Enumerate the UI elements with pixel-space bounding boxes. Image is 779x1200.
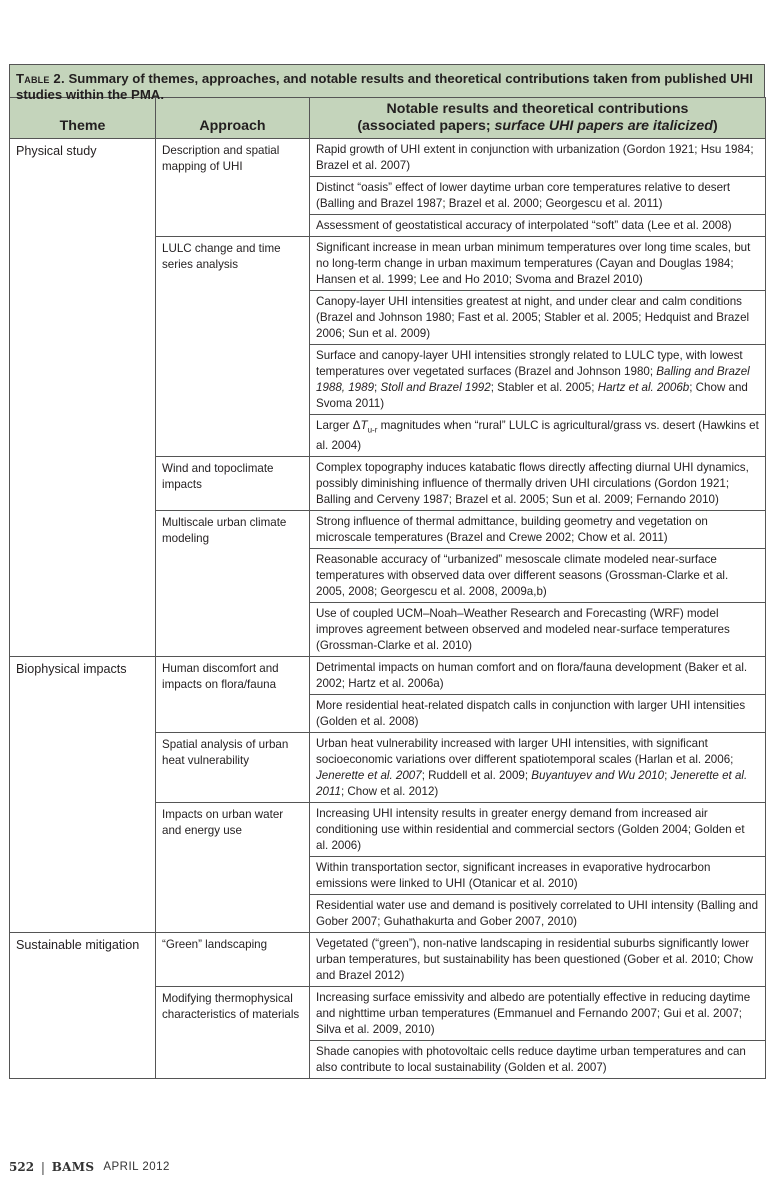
result-text: Residential water use and demand is positively correlated to UHI intensity (Balling and Gober 2007; Guhathakurta and Gober 2007, 2010) [316, 899, 759, 929]
result-text: ; [374, 381, 381, 394]
approach-cell: Multiscale urban climate modeling [156, 511, 310, 657]
summary-table-container [9, 64, 765, 1079]
result-italic-text: Jenerette et al. 2011 [316, 769, 748, 799]
header-results-italic: surface UHI papers are italicized [494, 118, 713, 134]
result-italic-text: Jenerette et al. 2007 [316, 769, 422, 783]
result-cell [310, 987, 766, 1041]
result-text: Larger Δ [316, 419, 361, 432]
table-row [10, 933, 766, 987]
result-text: Detrimental impacts on human comfort and on flora/fauna development (Baker et al. 2002; Hartz et al. 2006a) [316, 661, 748, 691]
result-cell [310, 177, 766, 215]
theme-cell: Biophysical impacts [10, 657, 156, 933]
issue-date: APRIL 2012 [103, 1161, 170, 1173]
approach-cell: Human discomfort and impacts on flora/fauna [156, 657, 310, 733]
result-cell [310, 549, 766, 603]
table-caption-text: Summary of themes, approaches, and notable results and theoretical contributions taken from published UHI studies within the PMA. [16, 71, 753, 102]
approach-cell: Description and spatial mapping of UHI [156, 139, 310, 237]
result-text: ; Stabler et al. 2005; [490, 381, 598, 394]
header-theme: Theme [10, 98, 156, 139]
page-footer [9, 1157, 170, 1177]
result-cell [310, 695, 766, 733]
table-caption [9, 64, 765, 102]
result-cell [310, 657, 766, 695]
result-text: Distinct “oasis” effect of lower daytime urban core temperatures relative to desert (Balling and Brazel 1987; Brazel et al. 2000; Georgescu et al. 2011) [316, 181, 731, 210]
approach-cell: Impacts on urban water and energy use [156, 803, 310, 933]
result-italic-text: T [360, 419, 368, 432]
result-text: Strong influence of thermal admittance, building geometry and vegetation on microscale temperatures (Brazel and Crewe 2002; Chow et al. 2011) [316, 515, 708, 545]
result-cell [310, 1041, 766, 1079]
result-text: Rapid growth of UHI extent in conjunction with urbanization (Gordon 1921; Hsu 1984; Brazel et al. 2007) [316, 143, 754, 172]
result-text: Increasing surface emissivity and albedo are potentially effective in reducing daytime and nighttime urban temperatures (Emmanuel and Fernando 2007; Gui et al. 2007; Silva et al. 2009, 2010) [316, 991, 751, 1037]
theme-cell: Physical study [10, 139, 156, 657]
result-text: Reasonable accuracy of “urbanized” mesoscale climate modeled near-surface temperatures with observed data over different seasons (Grossman-Clarke et al. 2005, 2008; Georgescu et al. 2008, 2009a,b) [316, 553, 729, 599]
result-italic-text: Hartz et al. 2006b [597, 381, 690, 394]
approach-cell: Spatial analysis of urban heat vulnerability [156, 733, 310, 803]
result-cell [310, 857, 766, 895]
result-cell [310, 603, 766, 657]
result-cell [310, 345, 766, 415]
result-cell [310, 895, 766, 933]
result-text: Canopy-layer UHI intensities greatest at night, and under clear and calm conditions (Brazel and Johnson 1980; Fast et al. 2005; Stabler et al. 2005; Hedquist and Brazel 2006; Sun et al. 2009) [316, 295, 750, 340]
header-approach: Approach [156, 98, 310, 139]
result-text: ; Chow et al. 2012) [340, 785, 439, 799]
result-cell [310, 457, 766, 511]
header-results [310, 98, 766, 139]
result-text: Surface and canopy-layer UHI intensities strongly related to LULC type, with lowest temperatures over vegetated surfaces (Brazel and Johnson 1980; [316, 349, 743, 378]
header-results-line2 [314, 118, 761, 135]
table-header-row [10, 98, 766, 139]
result-cell [310, 511, 766, 549]
approach-cell: Modifying thermophysical characteristics of materials [156, 987, 310, 1079]
table-row [10, 657, 766, 695]
result-text: magnitudes when “rural” LULC is agricultural/grass vs. desert (Hawkins et al. 2004) [316, 419, 759, 453]
result-cell [310, 237, 766, 291]
header-results-close: ) [712, 118, 718, 134]
result-cell [310, 803, 766, 857]
header-results-open: (associated papers; [357, 118, 495, 134]
result-text: Significant increase in mean urban minimum temperatures over long time scales, but no long-term change in urban maximum temperatures (Cayan and Douglas 1984; Hansen et al. 1999; Lee and Ho 2010; Svoma and Brazel 2010) [316, 241, 751, 286]
result-cell [310, 215, 766, 237]
result-subscript: u-r [367, 425, 378, 435]
result-text: ; Ruddell et al. 2009; [421, 769, 532, 783]
approach-cell: “Green” landscaping [156, 933, 310, 987]
page-number: 522 [9, 1160, 35, 1174]
result-text: Shade canopies with photovoltaic cells reduce daytime urban temperatures and can also contribute to local sustainability (Golden et al. 2007) [316, 1045, 746, 1075]
result-text: Use of coupled UCM–Noah–Weather Research and Forecasting (WRF) model improves agreement between observed and modeled near-surface temperatures (Grossman-Clarke et al. 2010) [316, 607, 730, 653]
theme-cell: Sustainable mitigation [10, 933, 156, 1079]
result-text: Assessment of geostatistical accuracy of interpolated “soft” data (Lee et al. 2008) [316, 219, 732, 232]
result-text: ; Chow and Svoma 2011) [316, 381, 748, 410]
summary-table [9, 97, 766, 1079]
table-body [10, 139, 766, 1079]
header-results-line1: Notable results and theoretical contributions [386, 101, 689, 117]
table-caption-label: Table 2. [16, 71, 65, 86]
result-text: Increasing UHI intensity results in greater energy demand from increased air conditioning use within residential and commercial sectors (Golden 2004; Golden et al. 2006) [316, 807, 745, 853]
result-text: Vegetated (“green”), non-native landscaping in residential suburbs significantly lower urban temperatures, but sustainability has been questioned (Gober et al. 2010; Chow and Brazel 2012) [316, 937, 753, 983]
journal-logo: BAMS [51, 1160, 95, 1174]
result-italic-text: Buyantuyev and Wu 2010 [531, 769, 665, 783]
result-cell [310, 415, 766, 457]
result-cell [310, 291, 766, 345]
approach-cell: Wind and topoclimate impacts [156, 457, 310, 511]
approach-cell: LULC change and time series analysis [156, 237, 310, 457]
result-text: Complex topography induces katabatic flows directly affecting diurnal UHI dynamics, possibly diminishing influence of thermally driven UHI circulations (Gordon 1921; Balling and Cerveny 1987; Brazel et al. 2005; Sun et al. 2009; Fernando 2010) [316, 461, 749, 507]
result-text: More residential heat-related dispatch calls in conjunction with larger UHI intensities (Golden et al. 2008) [316, 699, 746, 729]
result-text: Urban heat vulnerability increased with larger UHI intensities, with significant socioeconomic variations over different spatiotemporal scales (Harlan et al. 2006; [316, 737, 734, 767]
footer-separator: | [41, 1159, 45, 1175]
result-cell [310, 733, 766, 803]
result-cell [310, 933, 766, 987]
result-text: ; [664, 769, 671, 783]
result-italic-text: Balling and Brazel 1988, 1989 [316, 365, 750, 394]
result-text: Within transportation sector, significant increases in evaporative hydrocarbon emissions were linked to UHI (Otanicar et al. 2010) [316, 861, 711, 891]
result-italic-text: Stoll and Brazel 1992 [380, 381, 491, 394]
table-row [10, 139, 766, 177]
result-cell [310, 139, 766, 177]
